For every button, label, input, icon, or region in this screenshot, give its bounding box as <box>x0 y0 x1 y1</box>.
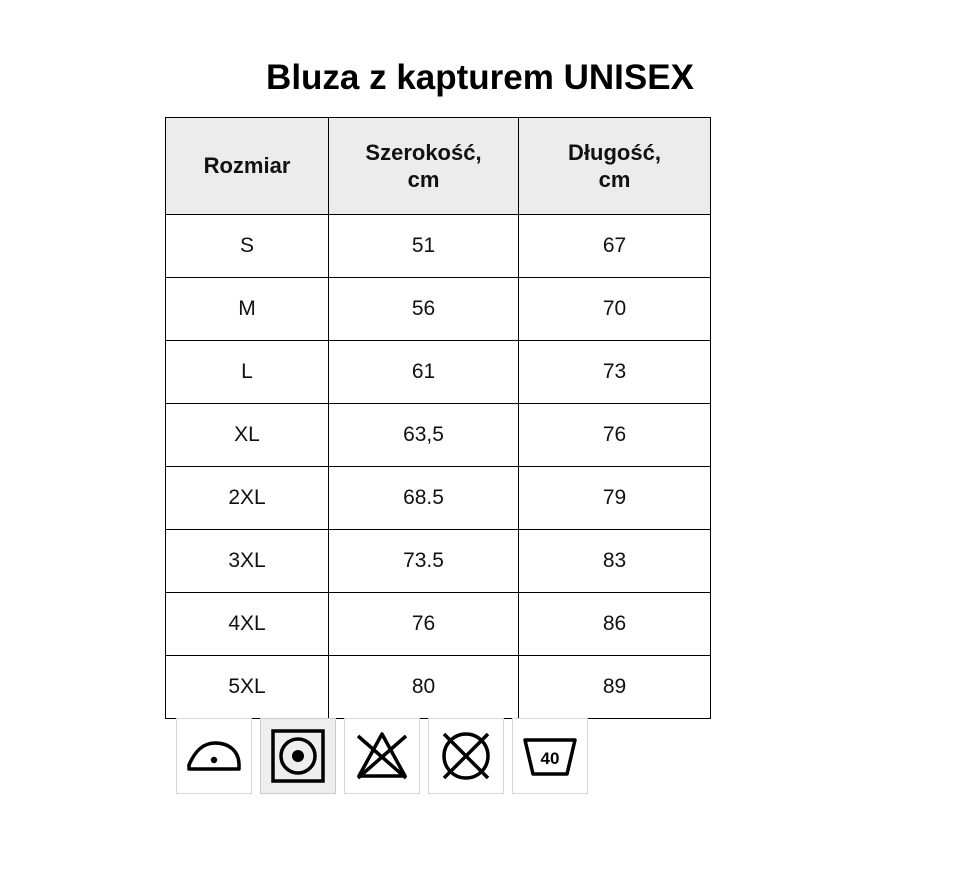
cell-length: 76 <box>519 404 711 467</box>
cell-length: 79 <box>519 467 711 530</box>
cell-length: 70 <box>519 278 711 341</box>
cell-width: 73.5 <box>329 530 519 593</box>
cell-size: M <box>166 278 329 341</box>
cell-length: 67 <box>519 215 711 278</box>
table-row <box>166 467 711 530</box>
care-symbols-row <box>176 718 588 794</box>
iron-low-heat-icon <box>176 718 252 794</box>
table-header <box>166 118 711 215</box>
do-not-bleach-icon <box>344 718 420 794</box>
column-header-width-line1: Szerokość, <box>365 139 482 165</box>
table-body <box>166 215 711 719</box>
cell-length: 89 <box>519 656 711 719</box>
size-table <box>165 117 711 719</box>
table-row <box>166 278 711 341</box>
table-row <box>166 215 711 278</box>
cell-size: 4XL <box>166 593 329 656</box>
table-row <box>166 341 711 404</box>
tumble-dry-normal-icon <box>260 718 336 794</box>
cell-size: S <box>166 215 329 278</box>
table-row <box>166 593 711 656</box>
cell-width: 61 <box>329 341 519 404</box>
cell-length: 83 <box>519 530 711 593</box>
cell-size: XL <box>166 404 329 467</box>
cell-size: 3XL <box>166 530 329 593</box>
column-header-length <box>519 118 711 215</box>
cell-width: 63,5 <box>329 404 519 467</box>
cell-size: L <box>166 341 329 404</box>
cell-length: 73 <box>519 341 711 404</box>
cell-size: 2XL <box>166 467 329 530</box>
do-not-dry-clean-icon <box>428 718 504 794</box>
cell-size: 5XL <box>166 656 329 719</box>
table-row <box>166 530 711 593</box>
cell-width: 80 <box>329 656 519 719</box>
cell-width: 76 <box>329 593 519 656</box>
column-header-length-line1: Długość, <box>568 139 661 165</box>
size-table-container <box>165 117 710 719</box>
table-row <box>166 656 711 719</box>
cell-width: 51 <box>329 215 519 278</box>
cell-length: 86 <box>519 593 711 656</box>
column-header-width <box>329 118 519 215</box>
column-header-size-line1: Rozmiar <box>203 153 291 179</box>
machine-wash-temperature-label: 40 <box>540 749 560 768</box>
machine-wash-40-icon <box>512 718 588 794</box>
page-title: Bluza z kapturem UNISEX <box>266 58 694 97</box>
column-header-size <box>166 118 329 215</box>
cell-width: 56 <box>329 278 519 341</box>
table-header-row <box>166 118 711 215</box>
cell-width: 68.5 <box>329 467 519 530</box>
column-header-width-line2: cm <box>407 167 440 192</box>
table-row <box>166 404 711 467</box>
column-header-length-line2: cm <box>598 167 631 192</box>
